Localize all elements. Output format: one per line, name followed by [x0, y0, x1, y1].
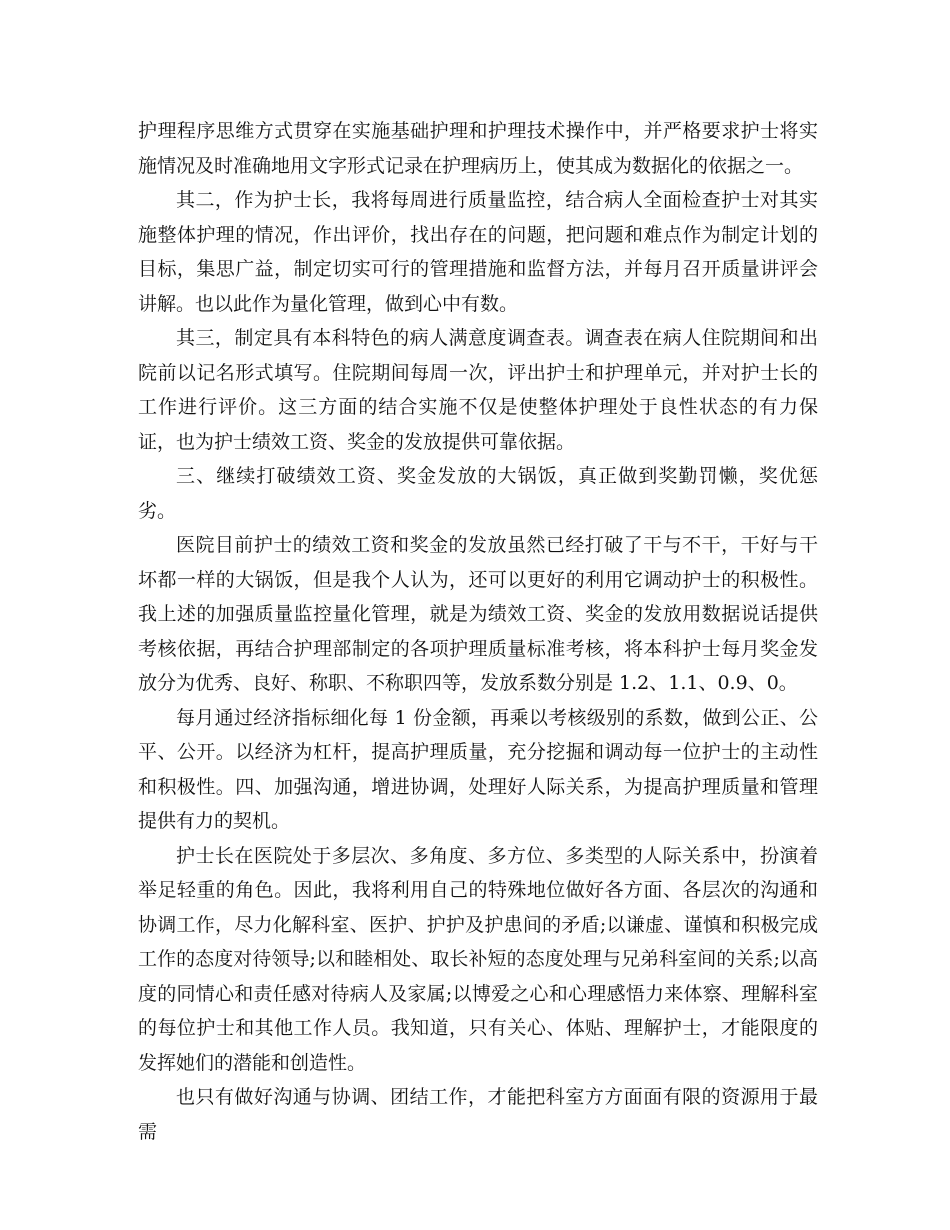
paragraph-section-three-heading: 三、继续打破绩效工资、奖金发放的大锅饭，真正做到奖勤罚懒，奖优惩劣。 — [138, 465, 818, 522]
paragraph-communication-coordination: 也只有做好沟通与协调、团结工作，才能把科室方方面面有限的资源用于最需 — [138, 1086, 818, 1143]
paragraph-bonus-distribution: 医院目前护士的绩效工资和奖金的发放虽然已经打破了干与不干，干好与干坏都一样的大锅饭，但是我个人认为，还可以更好的利用它调动护士的积极性。我上述的加强质量监控量化管理，就是为绩效工资、奖金的发放用数据说话提供考核依据，再结合护理部制定的各项护理质量标准考核，将本科护士每月奖金发放分为优秀、良好、称职、不称职四等，发放系数分别是 1.2、1.1、0.9、0。 — [138, 534, 818, 694]
paragraph-satisfaction-survey: 其三，制定具有本科特色的病人满意度调查表。调查表在病人住院期间和出院前以记名形式填写。住院期间每周一次，评出护士和护理单元，并对护士长的工作进行评价。这三方面的结合实施不仅是使整体护理处于良性状态的有力保证，也为护士绩效工资、奖金的发放提供可靠依据。 — [138, 327, 818, 453]
body-text — [138, 114, 818, 1149]
paragraph-quality-monitoring: 其二，作为护士长，我将每周进行质量监控，结合病人全面检查护士对其实施整体护理的情况，作出评价，找出存在的问题，把问题和难点作为制定计划的目标，集思广益，制定切实可行的管理措施和监督方法，并每月召开质量讲评会讲解。也以此作为量化管理，做到心中有数。 — [138, 189, 818, 315]
paragraph-nursing-process: 护理程序思维方式贯穿在实施基础护理和护理技术操作中，并严格要求护士将实施情况及时准确地用文字形式记录在护理病历上，使其成为数据化的依据之一。 — [138, 120, 818, 177]
paragraph-economic-lever: 每月通过经济指标细化每 1 份金额，再乘以考核级别的系数，做到公正、公平、公开。以经济为杠杆，提高护理质量，充分挖掘和调动每一位护士的主动性和积极性。四、加强沟通，增进协调，处理好人际关系，为提高护理质量和管理提供有力的契机。 — [138, 706, 818, 832]
paragraph-interpersonal-relations: 护士长在医院处于多层次、多角度、多方位、多类型的人际关系中，扮演着举足轻重的角色。因此，我将利用自己的特殊地位做好各方面、各层次的沟通和协调工作，尽力化解科室、医护、护护及护患间的矛盾;以谦虚、谨慎和积极完成工作的态度对待领导;以和睦相处、取长补短的态度处理与兄弟科室间的关系;以高度的同情心和责任感对待病人及家属;以博爱之心和心理感悟力来体察、理解科室的每位护士和其他工作人员。我知道，只有关心、体贴、理解护士，才能限度的发挥她们的潜能和创造性。 — [138, 844, 818, 1074]
